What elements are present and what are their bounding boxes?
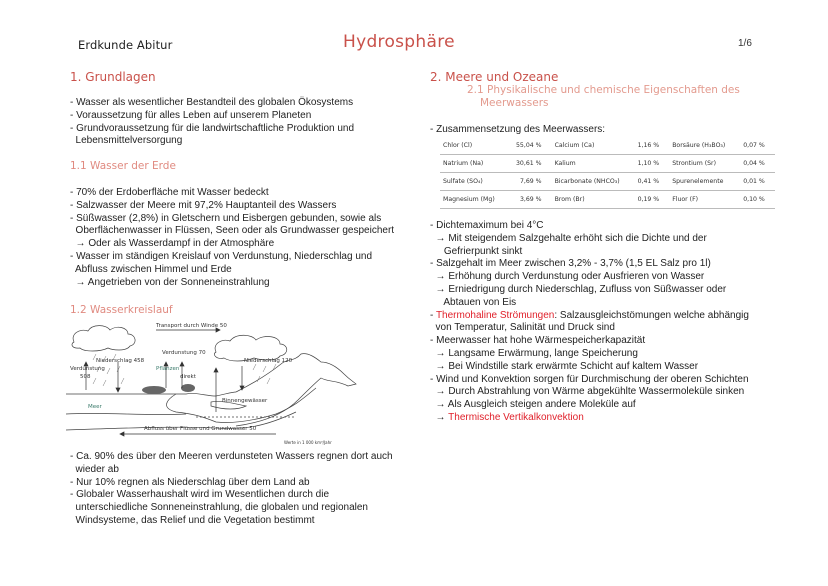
element-percent: 1,10 % bbox=[635, 155, 670, 173]
list-item: - Dichtemaximum bei 4°C bbox=[430, 220, 544, 231]
element-percent: 0,41 % bbox=[635, 173, 670, 191]
list-item bbox=[430, 310, 749, 323]
element-name: Strontium (Sr) bbox=[669, 155, 740, 173]
label-runoff: Abfluss über Flüsse und Grundwasser 50 bbox=[144, 426, 257, 432]
section-2-1-heading bbox=[467, 84, 740, 110]
label-inland-water: Binnengewässer bbox=[222, 398, 268, 404]
element-name: Chlor (Cl) bbox=[440, 137, 513, 155]
list-item: - Wasser als wesentlicher Bestandteil des globalen Ökosystems bbox=[70, 97, 354, 108]
list-item: → Angetrieben von der Sonneneinstrahlung bbox=[70, 276, 270, 288]
table-row bbox=[440, 191, 775, 209]
section-2-1-heading-line1: 2.1 Physikalische und chemische Eigenschaften des bbox=[467, 84, 740, 96]
label-units: Werte in 1 000 km³/Jahr bbox=[284, 440, 332, 445]
element-percent: 30,61 % bbox=[513, 155, 552, 173]
list-item: - Globaler Wasserhaushalt wird im Wesentlichen durch die bbox=[70, 489, 329, 501]
element-name: Sulfate (SO₄) bbox=[440, 173, 513, 191]
element-percent: 3,69 % bbox=[513, 191, 552, 209]
list-item-prefix: - bbox=[430, 309, 436, 321]
composition-label: - Zusammensetzung des Meerwassers: bbox=[430, 124, 606, 135]
table-row bbox=[440, 155, 775, 173]
list-item: → Durch Abstrahlung von Wärme abgekühlte Wassermoleküle sinken bbox=[430, 386, 745, 398]
list-item: Lebensmittelversorgung bbox=[70, 135, 183, 147]
label-transport: Transport durch Winde 50 bbox=[156, 323, 227, 329]
element-name: Kalium bbox=[552, 155, 635, 173]
element-percent: 1,16 % bbox=[635, 137, 670, 155]
table-row bbox=[440, 173, 775, 191]
label-evap-sea-value: 508 bbox=[80, 374, 91, 380]
list-item: Abfluss zwischen Himmel und Erde bbox=[70, 263, 232, 275]
list-item: → Oder als Wasserdampf in der Atmosphäre bbox=[70, 238, 275, 250]
highlighted-term: Thermohaline Strömungen bbox=[435, 309, 555, 321]
section-1-list bbox=[70, 97, 354, 148]
list-item: - Meerwasser hat hohe Wärmespeicherkapazität bbox=[430, 335, 646, 347]
list-item: - Nur 10% regnen als Niederschlag über dem Land ab bbox=[70, 476, 310, 488]
course-label: Erdkunde Abitur bbox=[78, 38, 173, 52]
list-item: wieder ab bbox=[70, 463, 119, 475]
element-percent: 0,19 % bbox=[635, 191, 670, 209]
list-item: - Salzwasser der Meere mit 97,2% Hauptanteil des Wassers bbox=[70, 199, 337, 211]
list-item: Oberflächenwasser in Flüssen, Seen oder als Grundwasser gespeichert bbox=[70, 225, 395, 237]
section-1-2-list bbox=[70, 451, 393, 528]
section-2-1-heading-line2: Meerwassers bbox=[480, 97, 549, 109]
section-1-heading: 1. Grundlagen bbox=[70, 70, 156, 84]
page-title: Hydrosphäre bbox=[343, 32, 455, 52]
element-name: Spurenelemente bbox=[669, 173, 740, 191]
list-item: - Grundvoraussetzung für die landwirtschaftliche Produktion und bbox=[70, 122, 355, 134]
element-percent: 0,10 % bbox=[740, 191, 775, 209]
element-percent: 55,04 % bbox=[513, 137, 552, 155]
list-item: - Wasser im ständigen Kreislauf von Verdunstung, Niederschlag und bbox=[70, 250, 373, 262]
section-1-2-heading: 1.2 Wasserkreislauf bbox=[70, 304, 173, 316]
list-item: unterschiedliche Sonneneinstrahlung, die globalen und regionalen bbox=[70, 502, 368, 514]
element-name: Fluor (F) bbox=[669, 191, 740, 209]
label-direct: direkt bbox=[180, 374, 196, 380]
list-item: Windsysteme, das Relief und die Vegetation bestimmt bbox=[70, 514, 315, 526]
element-name: Natrium (Na) bbox=[440, 155, 513, 173]
element-percent: 0,07 % bbox=[740, 137, 775, 155]
list-item: Abtauen von Eis bbox=[430, 296, 517, 308]
label-sea: Meer bbox=[88, 404, 102, 410]
table-row bbox=[440, 137, 775, 155]
water-cycle-diagram bbox=[66, 322, 358, 446]
list-item: Gefrierpunkt sinkt bbox=[430, 245, 523, 257]
list-item: → Mit steigendem Salzgehalte erhöht sich die Dichte und der bbox=[430, 232, 707, 244]
list-item: → Langsame Erwärmung, lange Speicherung bbox=[430, 347, 638, 359]
list-item: - 70% der Erdoberfläche mit Wasser bedeckt bbox=[70, 187, 269, 198]
list-item-text: : Salzausgleichstömungen welche abhängig bbox=[554, 309, 749, 321]
label-precip-land: Niederschlag 120 bbox=[244, 358, 293, 364]
section-2-heading: 2. Meere und Ozeane bbox=[430, 70, 559, 84]
list-item: - Süßwasser (2,8%) in Gletschern und Eisbergen gebunden, sowie als bbox=[70, 212, 382, 224]
list-item: → Erniedrigung durch Niederschlag, Zufluss von Süßwasser oder bbox=[430, 283, 727, 295]
page-number: 1/6 bbox=[738, 38, 752, 49]
list-item: - Salzgehalt im Meer zwischen 3,2% - 3,7% (1,5 EL Salz pro 1l) bbox=[430, 258, 711, 270]
element-percent: 0,01 % bbox=[740, 173, 775, 191]
list-item bbox=[430, 412, 749, 425]
element-name: Bicarbonate (NHCO₃) bbox=[552, 173, 635, 191]
composition-table bbox=[440, 137, 775, 209]
element-percent: 0,04 % bbox=[740, 155, 775, 173]
highlighted-term: Thermische Vertikalkonvektion bbox=[448, 411, 584, 423]
element-percent: 7,69 % bbox=[513, 173, 552, 191]
label-plants: Pflanzen bbox=[156, 366, 180, 372]
list-item: - Voraussetzung für alles Leben auf unserem Planeten bbox=[70, 109, 312, 121]
list-item: → Bei Windstille stark erwärmte Schicht auf kaltem Wasser bbox=[430, 360, 699, 372]
list-item: → Als Ausgleich steigen andere Moleküle auf bbox=[430, 399, 636, 411]
element-name: Calcium (Ca) bbox=[552, 137, 635, 155]
section-1-1-heading: 1.1 Wasser der Erde bbox=[70, 160, 176, 172]
list-item: → Erhöhung durch Verdunstung oder Ausfrieren von Wasser bbox=[430, 271, 705, 283]
label-precip-sea: Niederschlag 458 bbox=[96, 358, 145, 364]
list-item: von Temperatur, Salinität und Druck sind bbox=[430, 322, 615, 334]
list-item: - Wind und Konvektion sorgen für Durchmischung der oberen Schichten bbox=[430, 373, 749, 385]
label-evap-sea: Verdunstung bbox=[70, 366, 105, 372]
list-item: - Ca. 90% des über den Meeren verdunsteten Wassers regnen dort auch bbox=[70, 451, 393, 462]
element-name: Magnesium (Mg) bbox=[440, 191, 513, 209]
element-name: Brom (Br) bbox=[552, 191, 635, 209]
cloud-icon bbox=[72, 326, 135, 351]
section-2-1-list bbox=[430, 220, 749, 425]
label-evap-land: Verdunstung 70 bbox=[162, 350, 206, 356]
list-item-prefix: → bbox=[430, 411, 449, 423]
element-name: Borsäure (H₃BO₃) bbox=[669, 137, 740, 155]
section-1-1-list bbox=[70, 187, 394, 289]
